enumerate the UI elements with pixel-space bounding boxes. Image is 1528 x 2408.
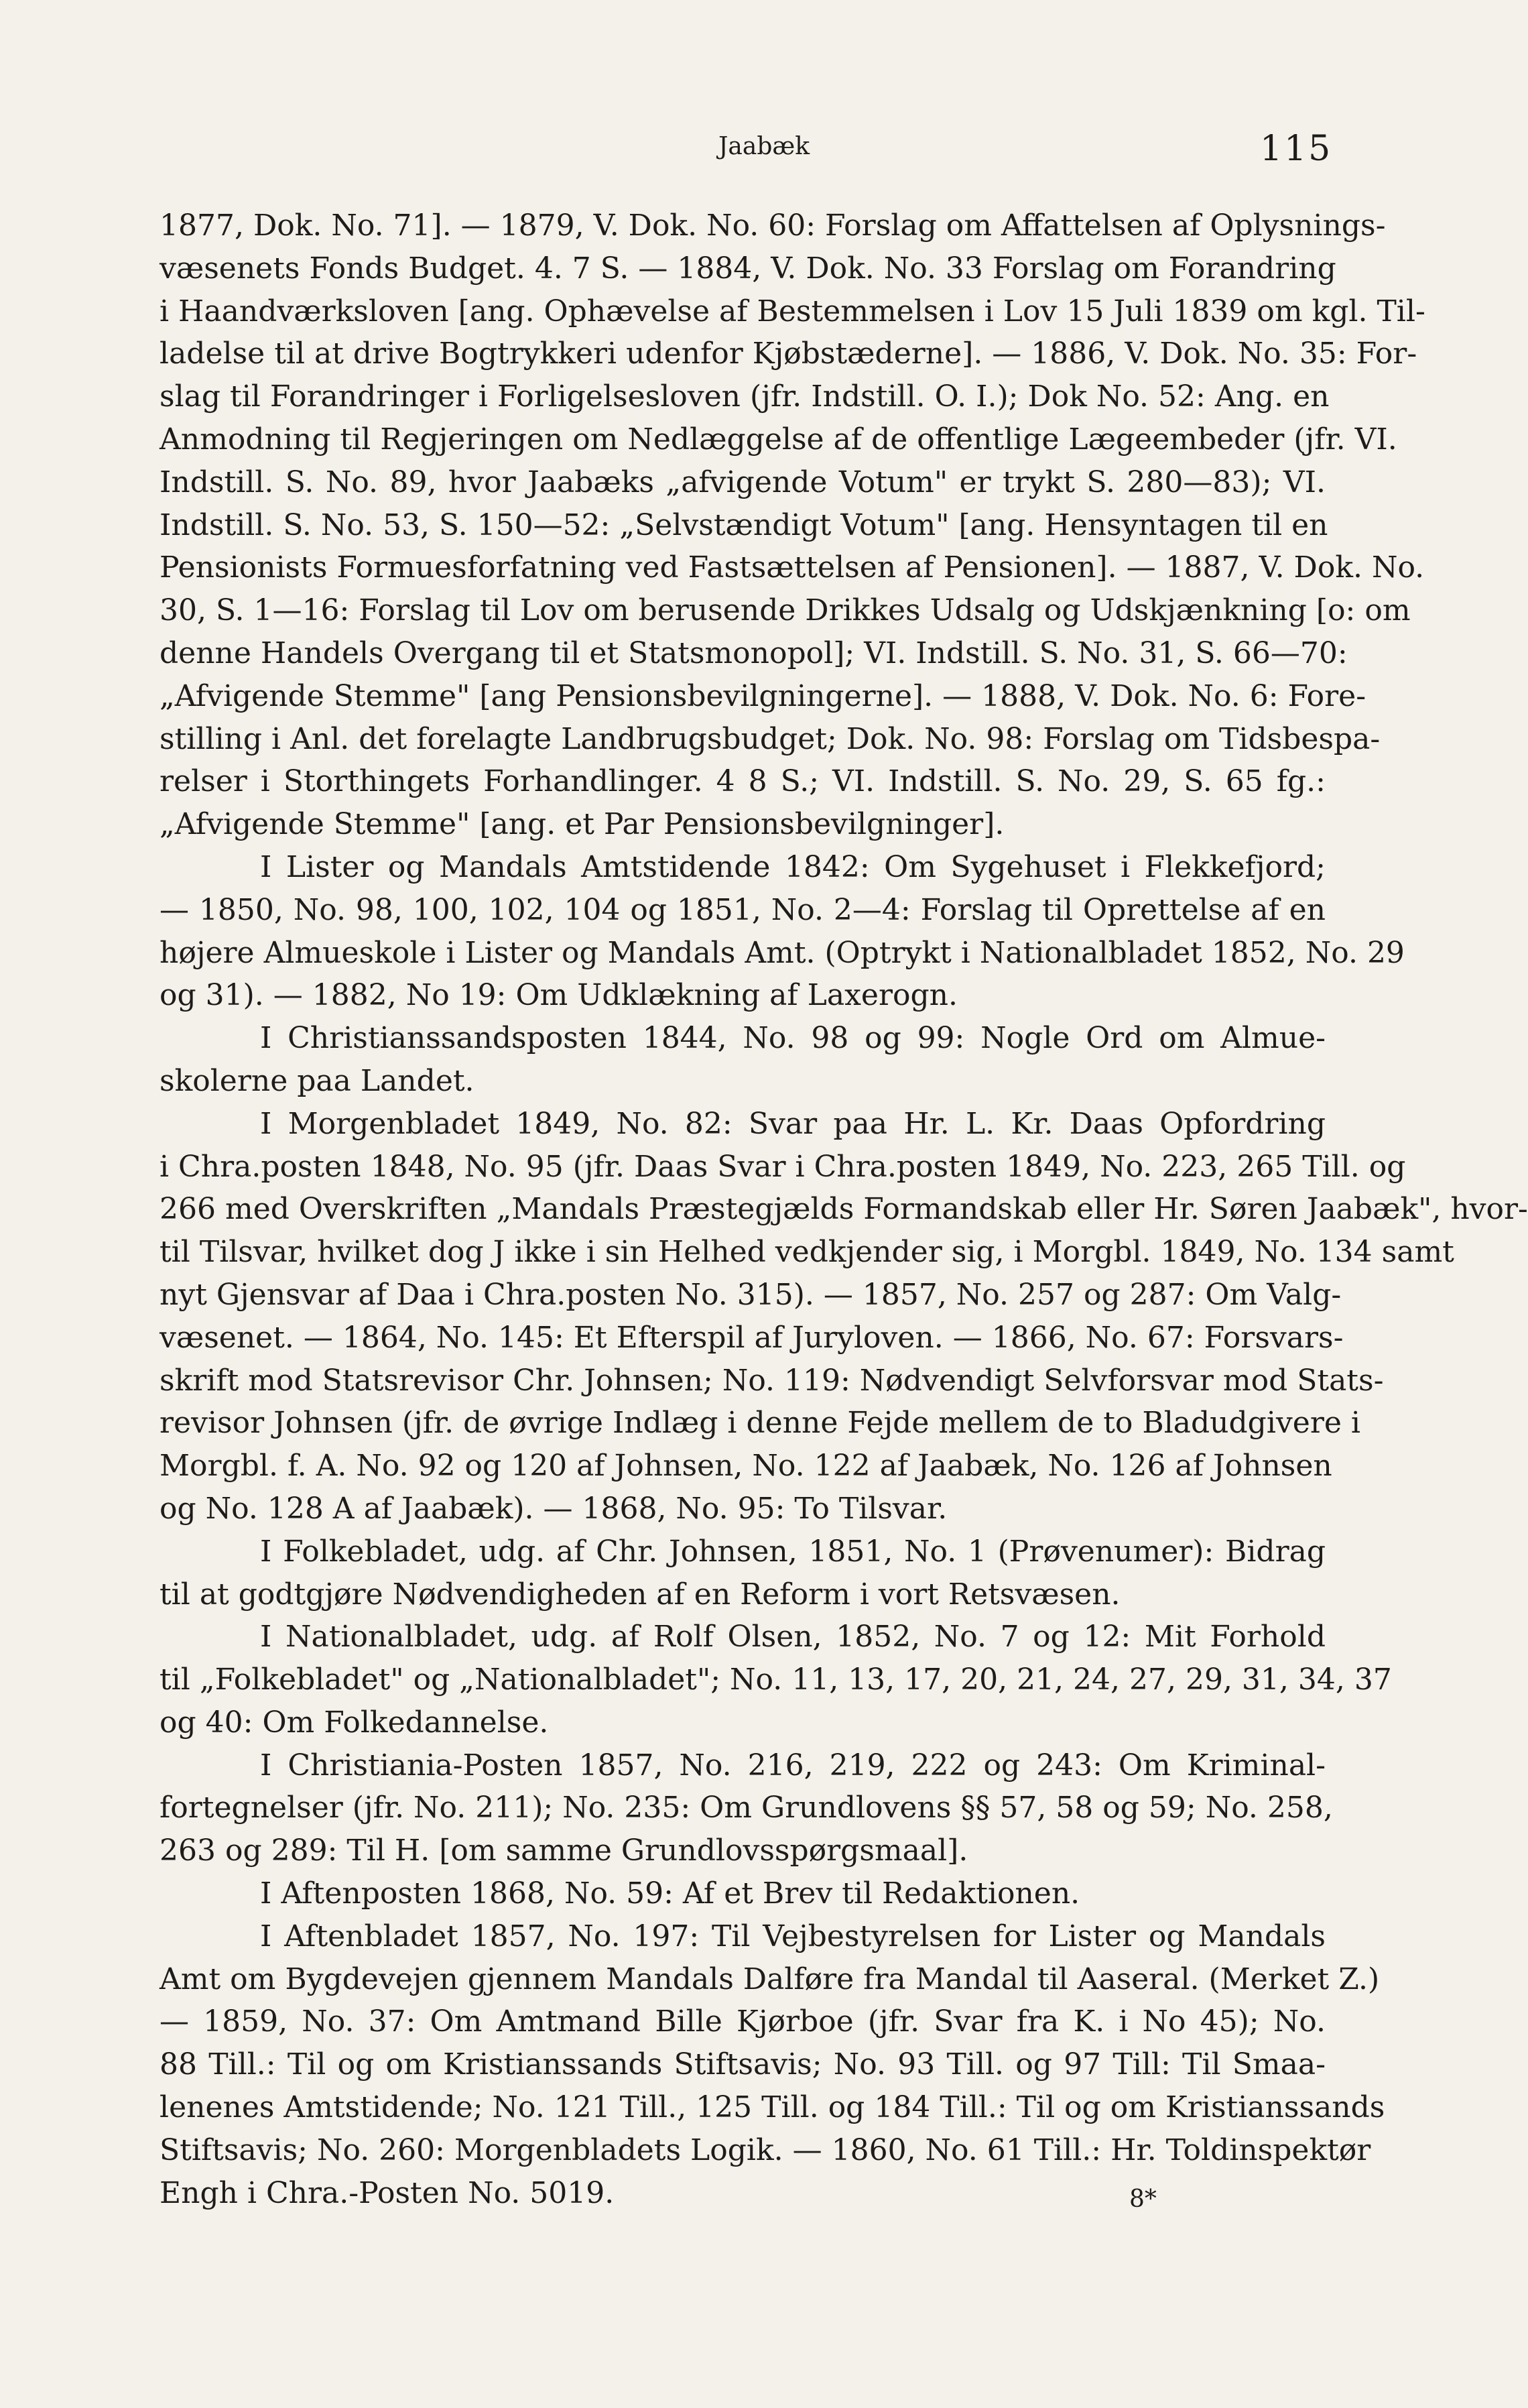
text-line: Engh i Chra.-Posten No. 5019. (160, 2175, 615, 2210)
body-text (160, 204, 1528, 2214)
text-line: væsenets Fonds Budget. 4. 7 S. — 1884, V. Dok. No. 33 Forslag om Forandring (160, 251, 1336, 286)
text-line: — 1859, No. 37: Om Amtmand Bille Kjørboe (jfr. Svar fra K. i No 45); No. (160, 2004, 1326, 2039)
text-line: I Aftenbladet 1857, No. 197: Til Vejbestyrelsen for Lister og Mandals (260, 1919, 1326, 1953)
text-line: væsenet. — 1864, No. 145: Et Efterspil af Juryloven. — 1866, No. 67: Forsvars- (160, 1320, 1344, 1355)
text-line: til at godtgjøre Nødvendigheden af en Reform i vort Retsvæsen. (160, 1577, 1121, 1612)
text-line: ladelse til at drive Bogtrykkeri udenfor Kjøbstæderne]. — 1886, V. Dok. No. 35: For- (160, 337, 1417, 371)
signature-mark: 8* (1129, 2185, 1157, 2213)
text-line: højere Almueskole i Lister og Mandals Amt. (Optrykt i Nationalbladet 1852, No. 29 (160, 935, 1405, 970)
text-line: Anmodning til Regjeringen om Nedlæggelse af de offentlige Lægeembeder (jfr. VI. (160, 422, 1397, 457)
text-line: „Afvigende Stemme" [ang Pensionsbevilgningerne]. — 1888, V. Dok. No. 6: Fore- (160, 678, 1366, 713)
text-line: denne Handels Overgang til et Statsmonopol]; VI. Indstill. S. No. 31, S. 66—70: (160, 636, 1348, 670)
text-line: og No. 128 A af Jaabæk). — 1868, No. 95: To Tilsvar. (160, 1491, 948, 1526)
text-line: revisor Johnsen (jfr. de øvrige Indlæg i denne Fejde mellem de to Bladudgivere i (160, 1406, 1360, 1441)
text-line: til Tilsvar, hvilket dog J ikke i sin Helhed vedkjender sig, i Morgbl. 1849, No. 134 samt (160, 1235, 1454, 1270)
running-head: Jaabæk (718, 133, 810, 160)
text-line: stilling i Anl. det forelagte Landbrugsbudget; Dok. No. 98: Forslag om Tidsbespa- (160, 721, 1381, 756)
text-line: til „Folkebladet" og „Nationalbladet"; No. 11, 13, 17, 20, 21, 24, 27, 29, 31, 34, 37 (160, 1663, 1392, 1697)
text-line: og 31). — 1882, No 19: Om Udklækning af Laxerogn. (160, 978, 958, 1013)
text-line: relser i Storthingets Forhandlinger. 4 8 S.; VI. Indstill. S. No. 29, S. 65 fg.: (160, 764, 1326, 799)
text-line: nyt Gjensvar af Daa i Chra.posten No. 315). — 1857, No. 257 og 287: Om Valg- (160, 1277, 1342, 1312)
text-line: Indstill. S. No. 53, S. 150—52: „Selvstændigt Votum" [ang. Hensyntagen til en (160, 507, 1328, 542)
text-line: „Afvigende Stemme" [ang. et Par Pensionsbevilgninger]. (160, 807, 1005, 842)
text-line: slag til Forandringer i Forligelsesloven (jfr. Indstill. O. I.); Dok No. 52: Ang. en (160, 379, 1330, 414)
text-line: 1877, Dok. No. 71]. — 1879, V. Dok. No. 60: Forslag om Affattelsen af Oplysnings- (160, 208, 1386, 243)
text-line: i Chra.posten 1848, No. 95 (jfr. Daas Svar i Chra.posten 1849, No. 223, 265 Till. og (160, 1149, 1406, 1184)
text-line: 263 og 289: Til H. [om samme Grundlovsspørgsmaal]. (160, 1833, 968, 1868)
text-line: I Folkebladet, udg. af Chr. Johnsen, 1851, No. 1 (Prøvenumer): Bidrag (260, 1534, 1326, 1569)
text-line: — 1850, No. 98, 100, 102, 104 og 1851, No. 2—4: Forslag til Oprettelse af en (160, 892, 1326, 927)
text-line: skolerne paa Landet. (160, 1063, 474, 1098)
text-line: I Lister og Mandals Amtstidende 1842: Om Sygehuset i Flekkefjord; (260, 849, 1326, 884)
text-line: Pensionists Formuesforfatning ved Fastsættelsen af Pensionen]. — 1887, V. Dok. No. (160, 550, 1425, 585)
text-line: I Christianssandsposten 1844, No. 98 og 99: Nogle Ord om Almue- (260, 1021, 1326, 1056)
text-line: Amt om Bygdevejen gjennem Mandals Dalføre fra Mandal til Aaseral. (Merket Z.) (160, 1962, 1380, 1996)
text-line: 30, S. 1—16: Forslag til Lov om berusende Drikkes Udsalg og Udskjænkning [o: om (160, 593, 1411, 628)
text-line: I Aftenposten 1868, No. 59: Af et Brev til Redaktionen. (260, 1876, 1080, 1911)
text-line: I Nationalbladet, udg. af Rolf Olsen, 1852, No. 7 og 12: Mit Forhold (260, 1620, 1326, 1654)
text-line: 88 Till.: Til og om Kristianssands Stiftsavis; No. 93 Till. og 97 Till: Til Smaa- (160, 2047, 1326, 2082)
text-line: lenenes Amtstidende; No. 121 Till., 125 Till. og 184 Till.: Til og om Kristianssands (160, 2090, 1385, 2125)
text-line: skrift mod Statsrevisor Chr. Johnsen; No. 119: Nødvendigt Selvforsvar mod Stats- (160, 1363, 1384, 1398)
text-line: I Christiania-Posten 1857, No. 216, 219, 222 og 243: Om Kriminal- (260, 1748, 1326, 1783)
text-line: Morgbl. f. A. No. 92 og 120 af Johnsen, No. 122 af Jaabæk, No. 126 af Johnsen (160, 1449, 1332, 1484)
text-line: i Haandværksloven [ang. Ophævelse af Bestemmelsen i Lov 15 Juli 1839 om kgl. Til- (160, 294, 1425, 328)
text-line: fortegnelser (jfr. No. 211); No. 235: Om Grundlovens §§ 57, 58 og 59; No. 258, (160, 1791, 1333, 1825)
text-line: I Morgenbladet 1849, No. 82: Svar paa Hr. L. Kr. Daas Opfordring (260, 1106, 1326, 1141)
text-line: 266 med Overskriften „Mandals Præstegjælds Formandskab eller Hr. Søren Jaabæk", hvor- (160, 1192, 1528, 1227)
text-line: og 40: Om Folkedannelse. (160, 1705, 549, 1740)
page-number: 115 (1260, 129, 1333, 169)
text-line: Stiftsavis; No. 260: Morgenbladets Logik. — 1860, No. 61 Till.: Hr. Toldinspektør (160, 2132, 1371, 2167)
text-line: Indstill. S. No. 89, hvor Jaabæks „afvigende Votum" er trykt S. 280—83); VI. (160, 465, 1326, 499)
